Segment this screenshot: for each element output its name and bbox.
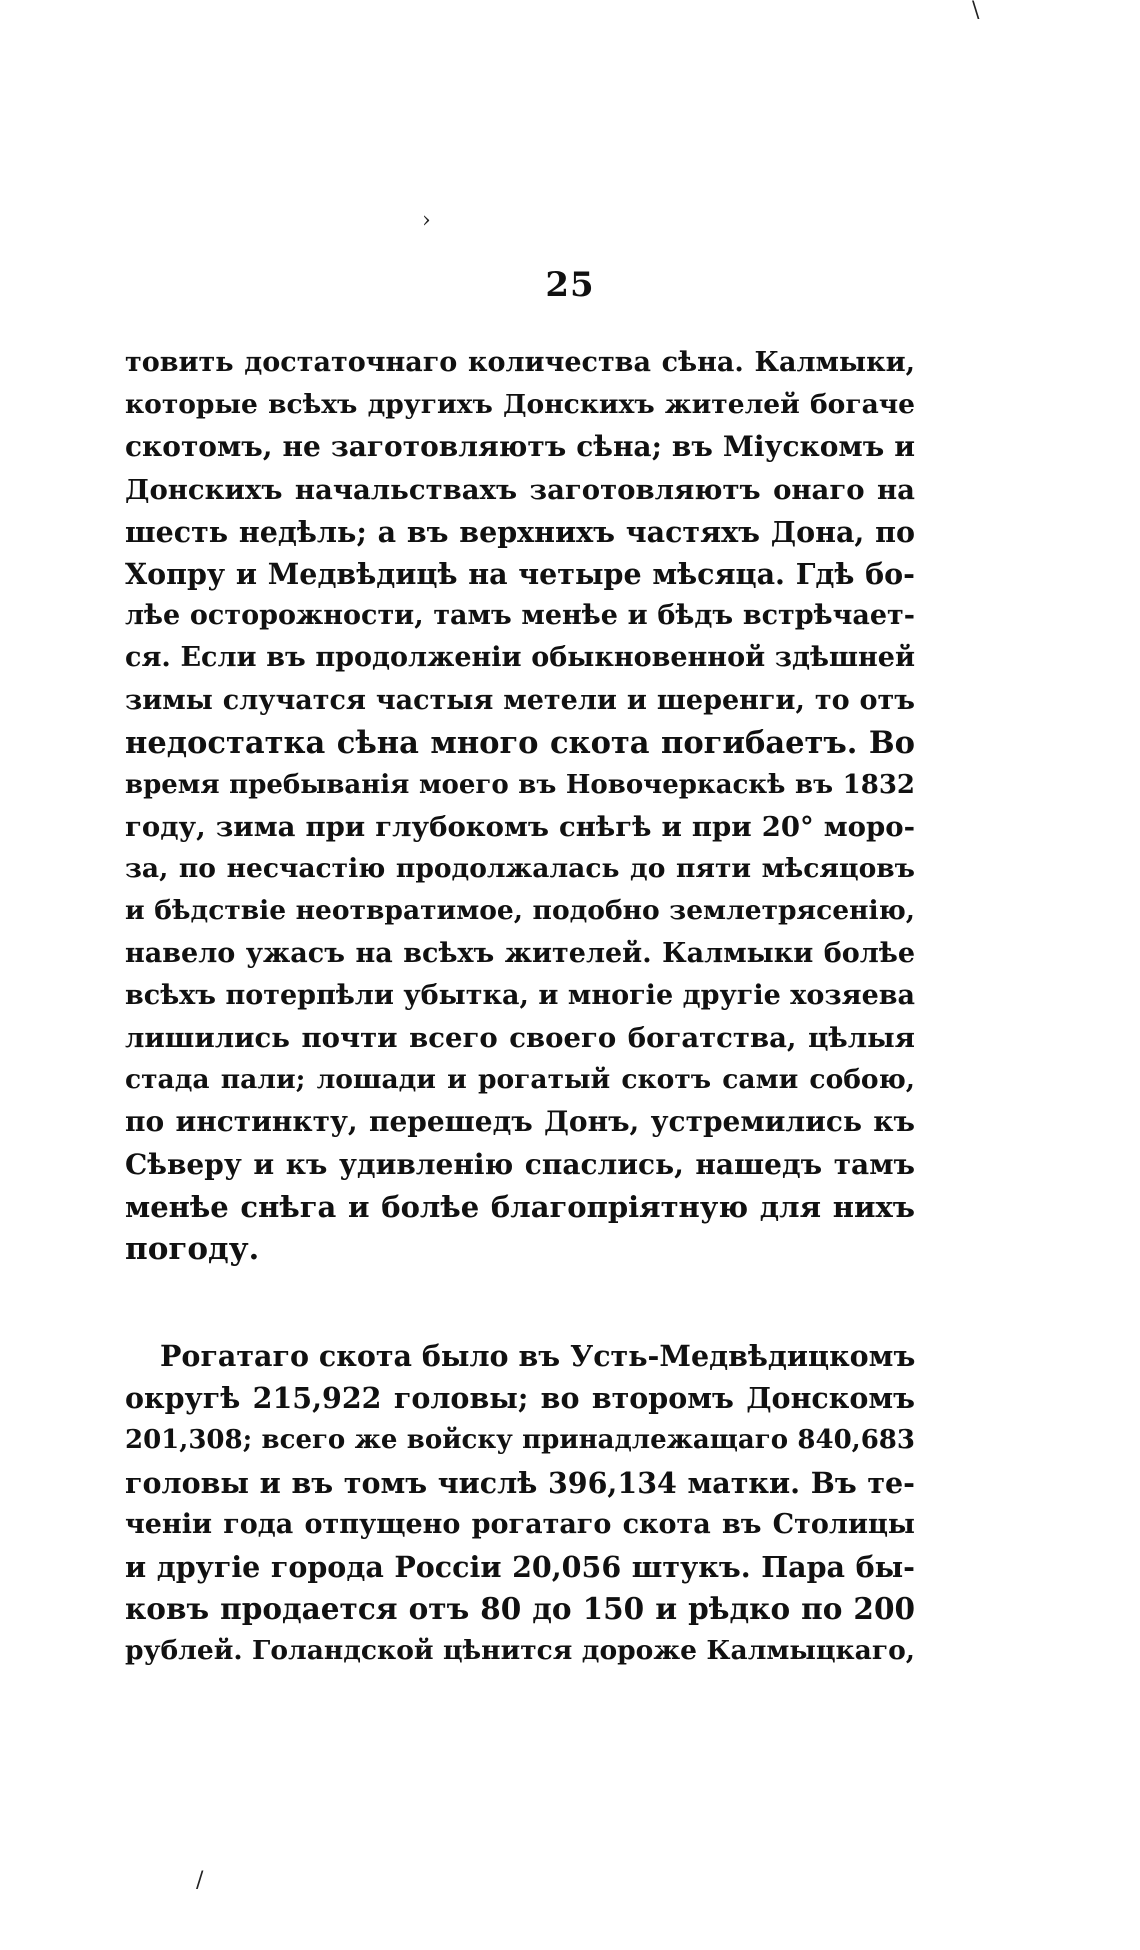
text-line: и другіе города Россіи 20,056 штукъ. Пара бы- bbox=[125, 1549, 915, 1584]
text-line: всѣхъ потерпѣли убытка, и многіе другіе хозяева bbox=[125, 979, 915, 1011]
paragraph-2 bbox=[125, 1335, 915, 1673]
text-line: навело ужасъ на всѣхъ жителей. Калмыки болѣе bbox=[125, 937, 915, 969]
text-line: лишились почти всего своего богатства, цѣлыя bbox=[125, 1022, 915, 1054]
text-line: лѣе осторожности, тамъ менѣе и бѣдъ встрѣчает- bbox=[125, 600, 915, 632]
text-line: по инстинкту, перешедъ Донъ, устремились къ bbox=[125, 1105, 915, 1139]
scan-speck-mark: / bbox=[196, 1868, 204, 1893]
text-line: погоду. bbox=[125, 1230, 260, 1267]
text-line: ковъ продается отъ 80 до 150 и рѣдко по 200 bbox=[125, 1591, 915, 1627]
text-line: стада пали; лошади и рогатый скотъ сами собою, bbox=[125, 1064, 915, 1096]
text-line: и бѣдствіе неотвратимое, подобно землетрясенію, bbox=[125, 895, 915, 927]
text-line: время пребыванія моего въ Новочеркаскѣ въ 1832 bbox=[125, 769, 915, 800]
text-line: ченіи года отпущено рогатаго скота въ Столицы bbox=[125, 1508, 915, 1540]
text-line: Рогатаго скота было въ Усть-Медвѣдицкомъ bbox=[160, 1339, 915, 1373]
page-number: 25 bbox=[545, 265, 595, 305]
text-line: округѣ 215,922 головы; во второмъ Донскомъ bbox=[125, 1381, 915, 1416]
text-line: году, зима при глубокомъ снѣгѣ и при 20° моро- bbox=[125, 811, 915, 844]
text-line: рублей. Голандской цѣнится дороже Калмыцкаго, bbox=[125, 1635, 915, 1667]
text-line: товить достаточнаго количества сѣна. Калмыки, bbox=[125, 347, 915, 378]
text-line: менѣе снѣга и болѣе благопріятную для нихъ bbox=[125, 1189, 915, 1224]
text-line: Донскихъ начальствахъ заготовляютъ онаго на bbox=[125, 473, 915, 506]
paragraph-1 bbox=[125, 342, 915, 1270]
text-line: ся. Если въ продолженіи обыкновенной здѣшней bbox=[125, 642, 915, 674]
text-line: Сѣверу и къ удивленію спаслись, нашедъ тамъ bbox=[125, 1147, 915, 1181]
text-line: 201,308; всего же войску принадлежащаго 840,683 bbox=[125, 1425, 915, 1456]
text-line: скотомъ, не заготовляютъ сѣна; въ Міускомъ и bbox=[125, 430, 915, 464]
text-line: недостатка сѣна много скота погибаетъ. Во bbox=[125, 724, 915, 761]
text-line: шесть недѣль; а въ верхнихъ частяхъ Дона, по bbox=[125, 514, 915, 549]
text-line: которые всѣхъ другихъ Донскихъ жителей богаче bbox=[125, 389, 915, 421]
scan-speck-mark: › bbox=[422, 208, 431, 233]
text-line: Хопру и Медвѣдицѣ на четыре мѣсяца. Гдѣ бо- bbox=[125, 556, 915, 591]
text-line: зимы случатся частыя метели и шеренги, то отъ bbox=[125, 684, 915, 716]
scan-speck-mark: \ bbox=[972, 0, 980, 23]
text-line: головы и въ томъ числѣ 396,134 матки. Въ те- bbox=[125, 1465, 915, 1500]
text-line: за, по несчастію продолжалась до пяти мѣсяцовъ bbox=[125, 853, 915, 885]
